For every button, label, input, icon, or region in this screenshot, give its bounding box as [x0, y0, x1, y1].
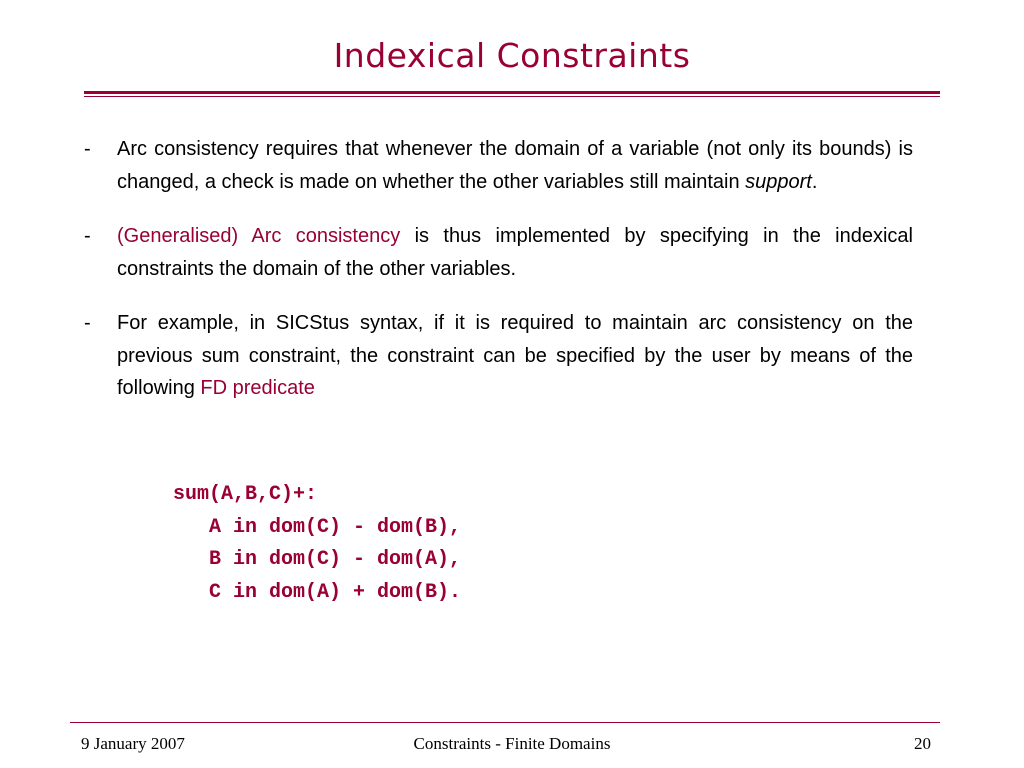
code-line: sum(A,B,C)+:	[173, 483, 318, 506]
footer-page-number: 20	[914, 734, 931, 753]
code-line: C in dom(A) + dom(B).	[173, 580, 462, 604]
bullet-text-main: For example, in SICStus syntax, if it is required to maintain arc consistency on the previous sum constraint, the constraint can be specified by the user by means of the following	[117, 312, 913, 399]
bullet-text-end: .	[811, 170, 818, 193]
code-line: A in dom(C) - dom(B),	[173, 515, 462, 539]
footer-divider	[70, 722, 940, 723]
bullet-item-1	[84, 133, 913, 198]
bullet-text-highlight: FD predicate	[200, 377, 315, 399]
bullet-dash: -	[84, 312, 91, 334]
bullet-text-highlight: (Generalised) Arc consistency	[117, 225, 401, 247]
title-divider-thin	[84, 96, 940, 97]
bullet-text	[117, 307, 913, 405]
footer-course-title: Constraints - Finite Domains	[413, 734, 611, 753]
code-block	[173, 479, 461, 609]
title-divider-thick	[84, 91, 940, 94]
slide-title: Indexical Constraints	[333, 36, 691, 75]
bullet-text	[117, 220, 913, 285]
bullet-item-2	[84, 220, 913, 285]
bullet-text	[117, 133, 913, 198]
bullet-text-main: Arc consistency requires that whenever the domain of a variable (not only its bounds) is changed, a check is made on whether the other variables still maintain	[117, 138, 913, 193]
footer-date: 9 January 2007	[81, 734, 185, 753]
bullet-text-main: is thus implemented by specifying in the indexical constraints the domain of the other variables.	[117, 225, 914, 280]
bullet-dash: -	[84, 138, 91, 160]
bullet-list	[84, 133, 913, 427]
bullet-item-3	[84, 307, 913, 405]
bullet-dash: -	[84, 225, 91, 247]
bullet-text-emphasis: support	[745, 170, 812, 193]
code-line: B in dom(C) - dom(A),	[173, 548, 462, 571]
